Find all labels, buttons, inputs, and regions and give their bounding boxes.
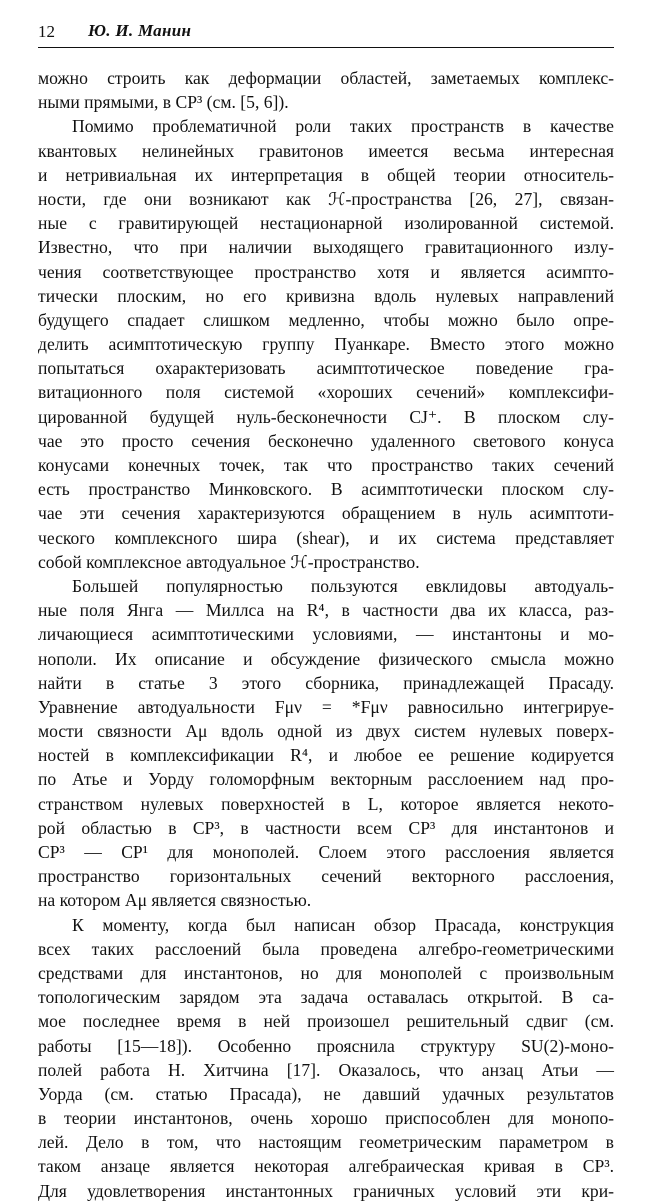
text-line: ные с гравитирующей нестационарной изолированной системой.: [38, 213, 614, 234]
text-line: будущего спадает слишком медленно, чтобы можно было опре-: [38, 309, 614, 330]
text-line: ческого комплексного шира (shear), и их система представляет: [38, 527, 614, 548]
text-line: конусами конечных точек, так что пространство таких сечений: [38, 455, 614, 475]
text-line: Большей популярностью пользуются евклидовы автодуаль-: [72, 575, 614, 596]
text-line: есть пространство Минковского. В асимптотически плоском слу-: [38, 479, 614, 500]
text-line: мости связности Aμ вдоль одной из двух систем нулевых поверх-: [38, 721, 614, 742]
text-line: Известно, что при наличии выходящего гравитационного излу-: [38, 237, 614, 258]
text-line: витационного поля системой «хороших сечений» комплексифи-: [38, 382, 614, 403]
text-line: мое последнее время в ней произошел решительный сдвиг (см.: [38, 1011, 614, 1032]
text-line: странством нулевых поверхностей в L, которое является некото-: [38, 793, 614, 814]
text-line: ные поля Янга — Миллса на R⁴, в частности два их класса, раз-: [38, 600, 614, 621]
text-line: Уорда (см. статью Прасада), не давший удачных результатов: [38, 1083, 614, 1104]
text-line: средствами для инстантонов, но для монополей с произвольным: [38, 962, 614, 983]
text-line: по Атье и Уорду голоморфным векторным расслоением над про-: [38, 769, 614, 790]
text-line: чае это просто сечения бесконечно удаленного светового конуса: [38, 430, 614, 451]
text-line: тически плоским, но его кривизна вдоль нулевых направлений: [38, 285, 614, 306]
text-line: чения соответствующее пространство хотя и является асимпто-: [38, 261, 614, 282]
text-line: ности, где они возникают как ℋ-пространства [26, 27], связан-: [38, 188, 614, 209]
text-line: всех таких расслоений была проведена алгебро-геометрическими: [38, 938, 614, 959]
text-line: делить асимптотическую группу Пуанкаре. Вместо этого можно: [38, 334, 614, 355]
text-line: Для удовлетворения инстантонных граничных условий эти кри-: [38, 1180, 614, 1201]
text-line: таком анзаце является некоторая алгебраическая кривая в CP³.: [38, 1156, 614, 1177]
text-line: найти в статье 3 этого сборника, принадлежащей Прасаду.: [38, 672, 614, 693]
text-line: и нетривиальная их интерпретация в общей теории относитель-: [38, 164, 614, 185]
text-line: чае эти сечения характеризуются обращением в нуль асимптоти-: [38, 503, 614, 524]
text-line: лей. Дело в том, что настоящим геометрическим параметром в: [38, 1132, 614, 1153]
text-line: личающиеся асимптотическими условиями, — инстантоны и мо-: [38, 624, 614, 645]
text-line: на котором Aμ является связностью.: [38, 890, 312, 911]
header-rule: [38, 47, 614, 48]
text-line: попытаться охарактеризовать асимптотическое поведение гра-: [38, 358, 614, 379]
text-line: Уравнение автодуальности Fμν = *Fμν равносильно интегрируе-: [38, 696, 614, 717]
text-line: ными прямыми, в CP³ (см. [5, 6]).: [38, 92, 289, 113]
text-line: полей работа Н. Хитчина [17]. Оказалось, что анзац Атьи —: [38, 1059, 614, 1080]
text-line: работы [15—18]). Особенно прояснила структуру SU(2)-моно-: [38, 1035, 614, 1056]
text-line: цированной будущей нуль-бесконечности CJ⁺. В плоском слу-: [38, 406, 614, 427]
text-line: ностей в комплексификации R⁴, и любое ее решение кодируется: [38, 745, 614, 766]
text-line: CP³ — CP¹ для монополей. Слоем этого расслоения является: [38, 842, 614, 862]
page-number: 12: [38, 22, 55, 41]
text-line: в теории инстантонов, очень хорошо приспособлен для монопо-: [38, 1108, 614, 1129]
running-head-author: Ю. И. Манин: [88, 21, 192, 40]
page-header: [38, 20, 614, 48]
body-text: [38, 66, 614, 1203]
text-line: рой областью в CP³, в частности всем CP³ для инстантонов и: [38, 817, 614, 838]
text-line: Помимо проблематичной роли таких пространств в качестве: [72, 116, 614, 137]
text-line: квантовых нелинейных гравитонов имеется весьма интересная: [38, 140, 614, 161]
text-line: пространство горизонтальных сечений векторного расслоения,: [38, 866, 614, 887]
text-line: К моменту, когда был написан обзор Прасада, конструкция: [72, 914, 614, 935]
text-line: топологическим зарядом эта задача оставалась открытой. В са-: [38, 987, 614, 1008]
text-line: собой комплексное автодуальное ℋ-пространство.: [38, 551, 420, 572]
text-line: нополи. Их описание и обсуждение физического смысла можно: [38, 648, 614, 669]
text-line: можно строить как деформации областей, заметаемых комплекс-: [38, 68, 614, 88]
